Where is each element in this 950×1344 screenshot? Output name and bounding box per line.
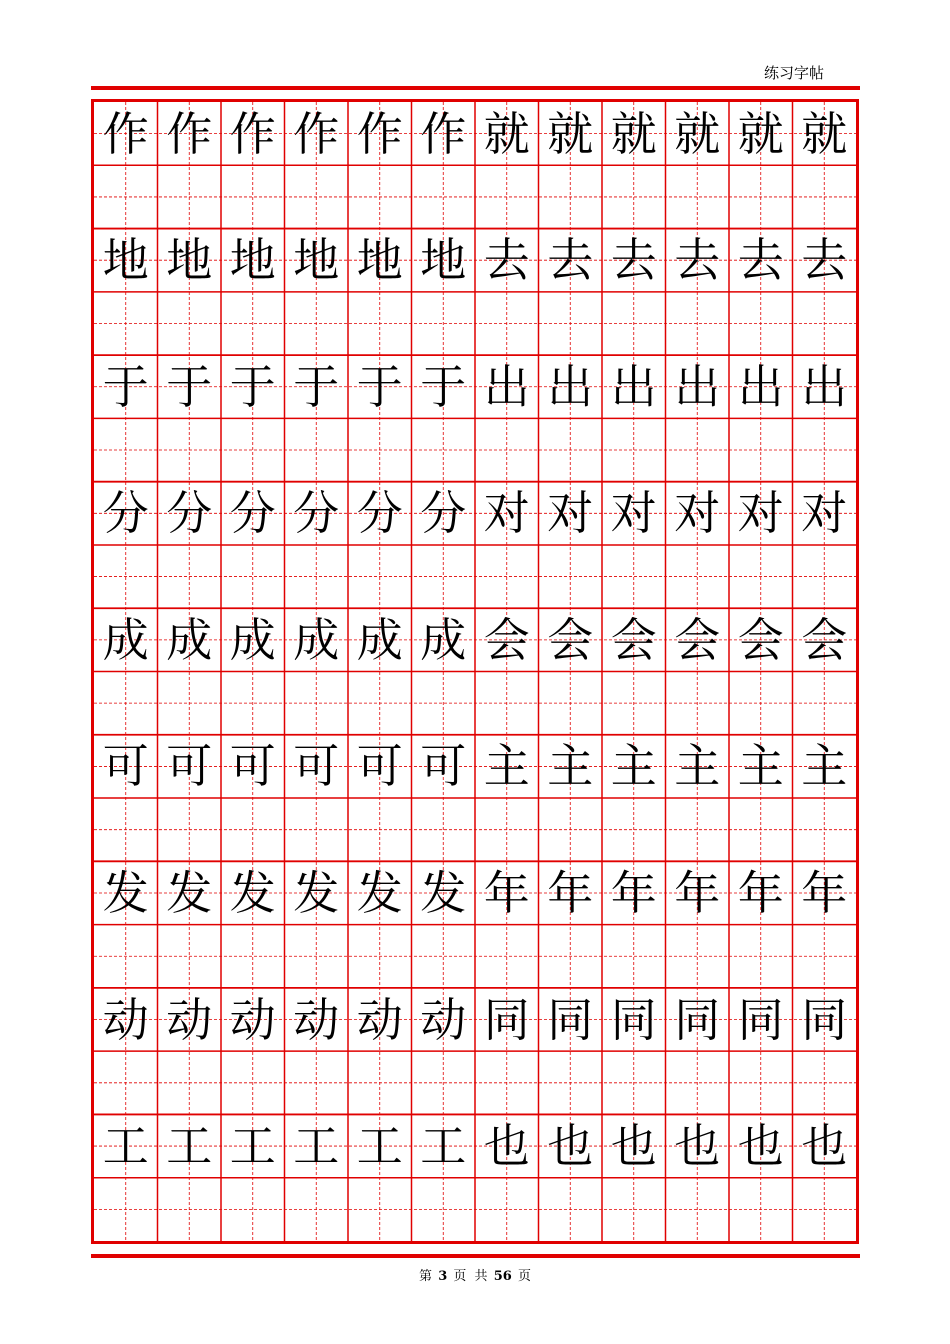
practice-character: 发 xyxy=(102,865,149,920)
practice-character: 也 xyxy=(547,1119,594,1174)
practice-character: 发 xyxy=(166,865,213,920)
practice-character: 分 xyxy=(229,486,276,541)
practice-cell xyxy=(666,1114,730,1241)
practice-character: 同 xyxy=(801,992,848,1047)
practice-row xyxy=(94,988,856,1115)
practice-cell xyxy=(793,102,857,229)
practice-cell xyxy=(158,988,222,1115)
practice-row xyxy=(94,482,856,609)
practice-character: 同 xyxy=(547,992,594,1047)
practice-character: 就 xyxy=(801,106,848,161)
practice-cell xyxy=(475,988,539,1115)
practice-character: 作 xyxy=(229,106,276,161)
practice-character: 出 xyxy=(674,359,721,414)
practice-character: 年 xyxy=(547,865,594,920)
practice-cell xyxy=(94,102,158,229)
practice-character: 会 xyxy=(610,612,657,667)
practice-character: 地 xyxy=(420,233,467,288)
practice-cell xyxy=(221,735,285,862)
practice-cell xyxy=(412,229,476,356)
practice-cell xyxy=(348,102,412,229)
practice-cell xyxy=(285,861,349,988)
practice-character: 工 xyxy=(229,1119,276,1174)
practice-character: 动 xyxy=(420,992,467,1047)
practice-character: 成 xyxy=(166,612,213,667)
practice-character: 发 xyxy=(356,865,403,920)
practice-cell xyxy=(158,482,222,609)
practice-cell xyxy=(285,355,349,482)
practice-cell xyxy=(348,735,412,862)
practice-cell xyxy=(221,229,285,356)
practice-cell xyxy=(666,482,730,609)
practice-cell xyxy=(729,988,793,1115)
practice-cell xyxy=(666,608,730,735)
practice-character: 对 xyxy=(801,486,848,541)
practice-row xyxy=(94,355,856,482)
practice-cell xyxy=(475,861,539,988)
practice-character: 去 xyxy=(547,233,594,288)
practice-character: 对 xyxy=(483,486,530,541)
practice-character: 年 xyxy=(674,865,721,920)
practice-character: 地 xyxy=(102,233,149,288)
practice-character: 于 xyxy=(229,359,276,414)
practice-character: 可 xyxy=(420,739,467,794)
practice-cell xyxy=(412,861,476,988)
practice-character: 也 xyxy=(610,1119,657,1174)
practice-cell xyxy=(602,355,666,482)
practice-cell xyxy=(539,735,603,862)
practice-character: 作 xyxy=(102,106,149,161)
practice-cell xyxy=(475,102,539,229)
practice-cell xyxy=(602,861,666,988)
practice-character: 同 xyxy=(483,992,530,1047)
practice-row xyxy=(94,735,856,862)
practice-character: 可 xyxy=(356,739,403,794)
practice-cell xyxy=(539,355,603,482)
practice-character: 工 xyxy=(102,1119,149,1174)
practice-character: 出 xyxy=(547,359,594,414)
practice-cell xyxy=(94,988,158,1115)
practice-character: 会 xyxy=(547,612,594,667)
practice-character: 会 xyxy=(801,612,848,667)
practice-cell xyxy=(602,1114,666,1241)
practice-character: 工 xyxy=(166,1119,213,1174)
practice-row xyxy=(94,1114,856,1241)
practice-cell xyxy=(348,229,412,356)
practice-character: 同 xyxy=(674,992,721,1047)
practice-cell xyxy=(94,482,158,609)
practice-cell xyxy=(221,102,285,229)
top-red-rule xyxy=(91,86,860,90)
practice-cell xyxy=(475,1114,539,1241)
practice-row xyxy=(94,861,856,988)
practice-character: 去 xyxy=(801,233,848,288)
footer-current-page: 3 xyxy=(438,1269,448,1284)
practice-cell xyxy=(666,735,730,862)
practice-character: 成 xyxy=(356,612,403,667)
practice-row xyxy=(94,229,856,356)
practice-character: 地 xyxy=(356,233,403,288)
practice-character: 工 xyxy=(420,1119,467,1174)
practice-character: 作 xyxy=(420,106,467,161)
practice-cell xyxy=(158,861,222,988)
practice-cell xyxy=(539,102,603,229)
practice-cell xyxy=(94,1114,158,1241)
practice-character: 就 xyxy=(547,106,594,161)
practice-character: 主 xyxy=(547,739,594,794)
practice-character: 对 xyxy=(610,486,657,541)
practice-cell xyxy=(602,482,666,609)
practice-character: 成 xyxy=(293,612,340,667)
footer-suffix: 页 xyxy=(517,1269,531,1284)
practice-cell xyxy=(729,861,793,988)
page-footer xyxy=(0,1265,950,1284)
practice-cell xyxy=(221,861,285,988)
practice-cell xyxy=(158,735,222,862)
practice-cell xyxy=(221,355,285,482)
practice-cell xyxy=(666,988,730,1115)
practice-character: 主 xyxy=(801,739,848,794)
practice-cell xyxy=(666,229,730,356)
practice-character: 对 xyxy=(547,486,594,541)
practice-cell xyxy=(348,608,412,735)
practice-character: 主 xyxy=(483,739,530,794)
practice-cell xyxy=(793,1114,857,1241)
practice-character: 也 xyxy=(674,1119,721,1174)
practice-character: 可 xyxy=(102,739,149,794)
practice-character: 发 xyxy=(229,865,276,920)
practice-cell xyxy=(158,229,222,356)
practice-character: 作 xyxy=(293,106,340,161)
practice-cell xyxy=(285,482,349,609)
practice-cell xyxy=(475,229,539,356)
practice-cell xyxy=(729,1114,793,1241)
practice-character: 去 xyxy=(610,233,657,288)
practice-character: 也 xyxy=(737,1119,784,1174)
footer-prefix: 第 xyxy=(419,1269,433,1284)
practice-cell xyxy=(94,735,158,862)
practice-character: 发 xyxy=(293,865,340,920)
practice-character: 年 xyxy=(483,865,530,920)
practice-character: 于 xyxy=(293,359,340,414)
practice-character: 动 xyxy=(102,992,149,1047)
practice-row xyxy=(94,608,856,735)
practice-character: 去 xyxy=(483,233,530,288)
practice-character: 于 xyxy=(102,359,149,414)
practice-character: 年 xyxy=(801,865,848,920)
practice-character: 动 xyxy=(166,992,213,1047)
practice-character: 主 xyxy=(737,739,784,794)
practice-cell xyxy=(729,102,793,229)
practice-cell xyxy=(412,608,476,735)
practice-cell xyxy=(602,735,666,862)
practice-character: 就 xyxy=(483,106,530,161)
practice-cell xyxy=(602,988,666,1115)
practice-character: 会 xyxy=(674,612,721,667)
practice-character: 去 xyxy=(737,233,784,288)
practice-cell xyxy=(348,861,412,988)
practice-cell xyxy=(666,861,730,988)
practice-cell xyxy=(158,608,222,735)
practice-character: 分 xyxy=(293,486,340,541)
practice-character: 可 xyxy=(293,739,340,794)
practice-character: 工 xyxy=(293,1119,340,1174)
practice-cell xyxy=(729,608,793,735)
practice-character: 工 xyxy=(356,1119,403,1174)
practice-character: 同 xyxy=(737,992,784,1047)
practice-cell xyxy=(793,482,857,609)
practice-character: 于 xyxy=(356,359,403,414)
footer-mid2: 共 xyxy=(474,1269,488,1284)
practice-character: 也 xyxy=(801,1119,848,1174)
practice-character: 就 xyxy=(610,106,657,161)
practice-cell xyxy=(666,355,730,482)
practice-cell xyxy=(729,355,793,482)
practice-cell xyxy=(348,482,412,609)
practice-character: 地 xyxy=(293,233,340,288)
practice-cell xyxy=(158,1114,222,1241)
practice-cell xyxy=(602,229,666,356)
practice-character: 可 xyxy=(229,739,276,794)
practice-character: 出 xyxy=(483,359,530,414)
practice-cell xyxy=(475,608,539,735)
practice-cell xyxy=(539,988,603,1115)
practice-cell xyxy=(221,608,285,735)
practice-cell xyxy=(539,1114,603,1241)
practice-character: 出 xyxy=(737,359,784,414)
header-title: 练习字帖 xyxy=(763,64,824,82)
practice-cell xyxy=(348,988,412,1115)
practice-cell xyxy=(412,988,476,1115)
practice-character: 主 xyxy=(610,739,657,794)
practice-character: 同 xyxy=(610,992,657,1047)
practice-cell xyxy=(285,102,349,229)
practice-character: 主 xyxy=(674,739,721,794)
practice-cell xyxy=(158,102,222,229)
practice-character: 会 xyxy=(737,612,784,667)
practice-character: 分 xyxy=(420,486,467,541)
practice-cell xyxy=(729,229,793,356)
footer-total-pages: 56 xyxy=(493,1269,512,1284)
practice-cell xyxy=(285,988,349,1115)
practice-cell xyxy=(793,735,857,862)
practice-cell xyxy=(94,608,158,735)
practice-character: 作 xyxy=(356,106,403,161)
practice-character: 作 xyxy=(166,106,213,161)
practice-character: 于 xyxy=(420,359,467,414)
practice-character: 可 xyxy=(166,739,213,794)
practice-character: 地 xyxy=(166,233,213,288)
practice-cell xyxy=(94,861,158,988)
practice-cell xyxy=(793,608,857,735)
practice-character: 对 xyxy=(737,486,784,541)
practice-character: 动 xyxy=(229,992,276,1047)
practice-character: 去 xyxy=(674,233,721,288)
practice-character: 动 xyxy=(293,992,340,1047)
practice-cell xyxy=(94,355,158,482)
practice-character: 出 xyxy=(610,359,657,414)
bottom-red-rule xyxy=(91,1254,860,1258)
practice-character: 成 xyxy=(420,612,467,667)
practice-cell xyxy=(475,482,539,609)
practice-cell xyxy=(729,735,793,862)
practice-cell xyxy=(412,735,476,862)
practice-character: 分 xyxy=(356,486,403,541)
practice-cell xyxy=(412,482,476,609)
practice-cell xyxy=(412,102,476,229)
practice-character: 会 xyxy=(483,612,530,667)
practice-character: 就 xyxy=(674,106,721,161)
footer-mid1: 页 xyxy=(453,1269,467,1284)
practice-character: 年 xyxy=(737,865,784,920)
practice-cell xyxy=(539,482,603,609)
practice-cell xyxy=(94,229,158,356)
practice-character: 出 xyxy=(801,359,848,414)
practice-cell xyxy=(285,608,349,735)
practice-cell xyxy=(539,608,603,735)
practice-cell xyxy=(793,355,857,482)
practice-cell xyxy=(539,861,603,988)
practice-cell xyxy=(793,861,857,988)
practice-cell xyxy=(729,482,793,609)
practice-cell xyxy=(793,988,857,1115)
practice-cell xyxy=(666,102,730,229)
practice-cell xyxy=(348,355,412,482)
practice-cell xyxy=(285,735,349,862)
practice-character: 分 xyxy=(102,486,149,541)
practice-row xyxy=(94,102,856,229)
practice-cell xyxy=(221,482,285,609)
practice-cell xyxy=(412,1114,476,1241)
practice-cell xyxy=(412,355,476,482)
practice-cell xyxy=(793,229,857,356)
practice-character: 分 xyxy=(166,486,213,541)
practice-cell xyxy=(602,102,666,229)
practice-character: 对 xyxy=(674,486,721,541)
practice-cell xyxy=(158,355,222,482)
practice-character: 成 xyxy=(102,612,149,667)
practice-grid xyxy=(91,99,859,1244)
practice-character: 也 xyxy=(483,1119,530,1174)
practice-cell xyxy=(285,1114,349,1241)
practice-character: 就 xyxy=(737,106,784,161)
practice-character: 成 xyxy=(229,612,276,667)
practice-character: 于 xyxy=(166,359,213,414)
practice-cell xyxy=(348,1114,412,1241)
practice-cell xyxy=(539,229,603,356)
practice-character: 年 xyxy=(610,865,657,920)
practice-cell xyxy=(221,1114,285,1241)
practice-character: 发 xyxy=(420,865,467,920)
practice-cell xyxy=(475,355,539,482)
practice-cell xyxy=(475,735,539,862)
practice-cell xyxy=(221,988,285,1115)
practice-character: 动 xyxy=(356,992,403,1047)
practice-character: 地 xyxy=(229,233,276,288)
practice-cell xyxy=(285,229,349,356)
practice-cell xyxy=(602,608,666,735)
